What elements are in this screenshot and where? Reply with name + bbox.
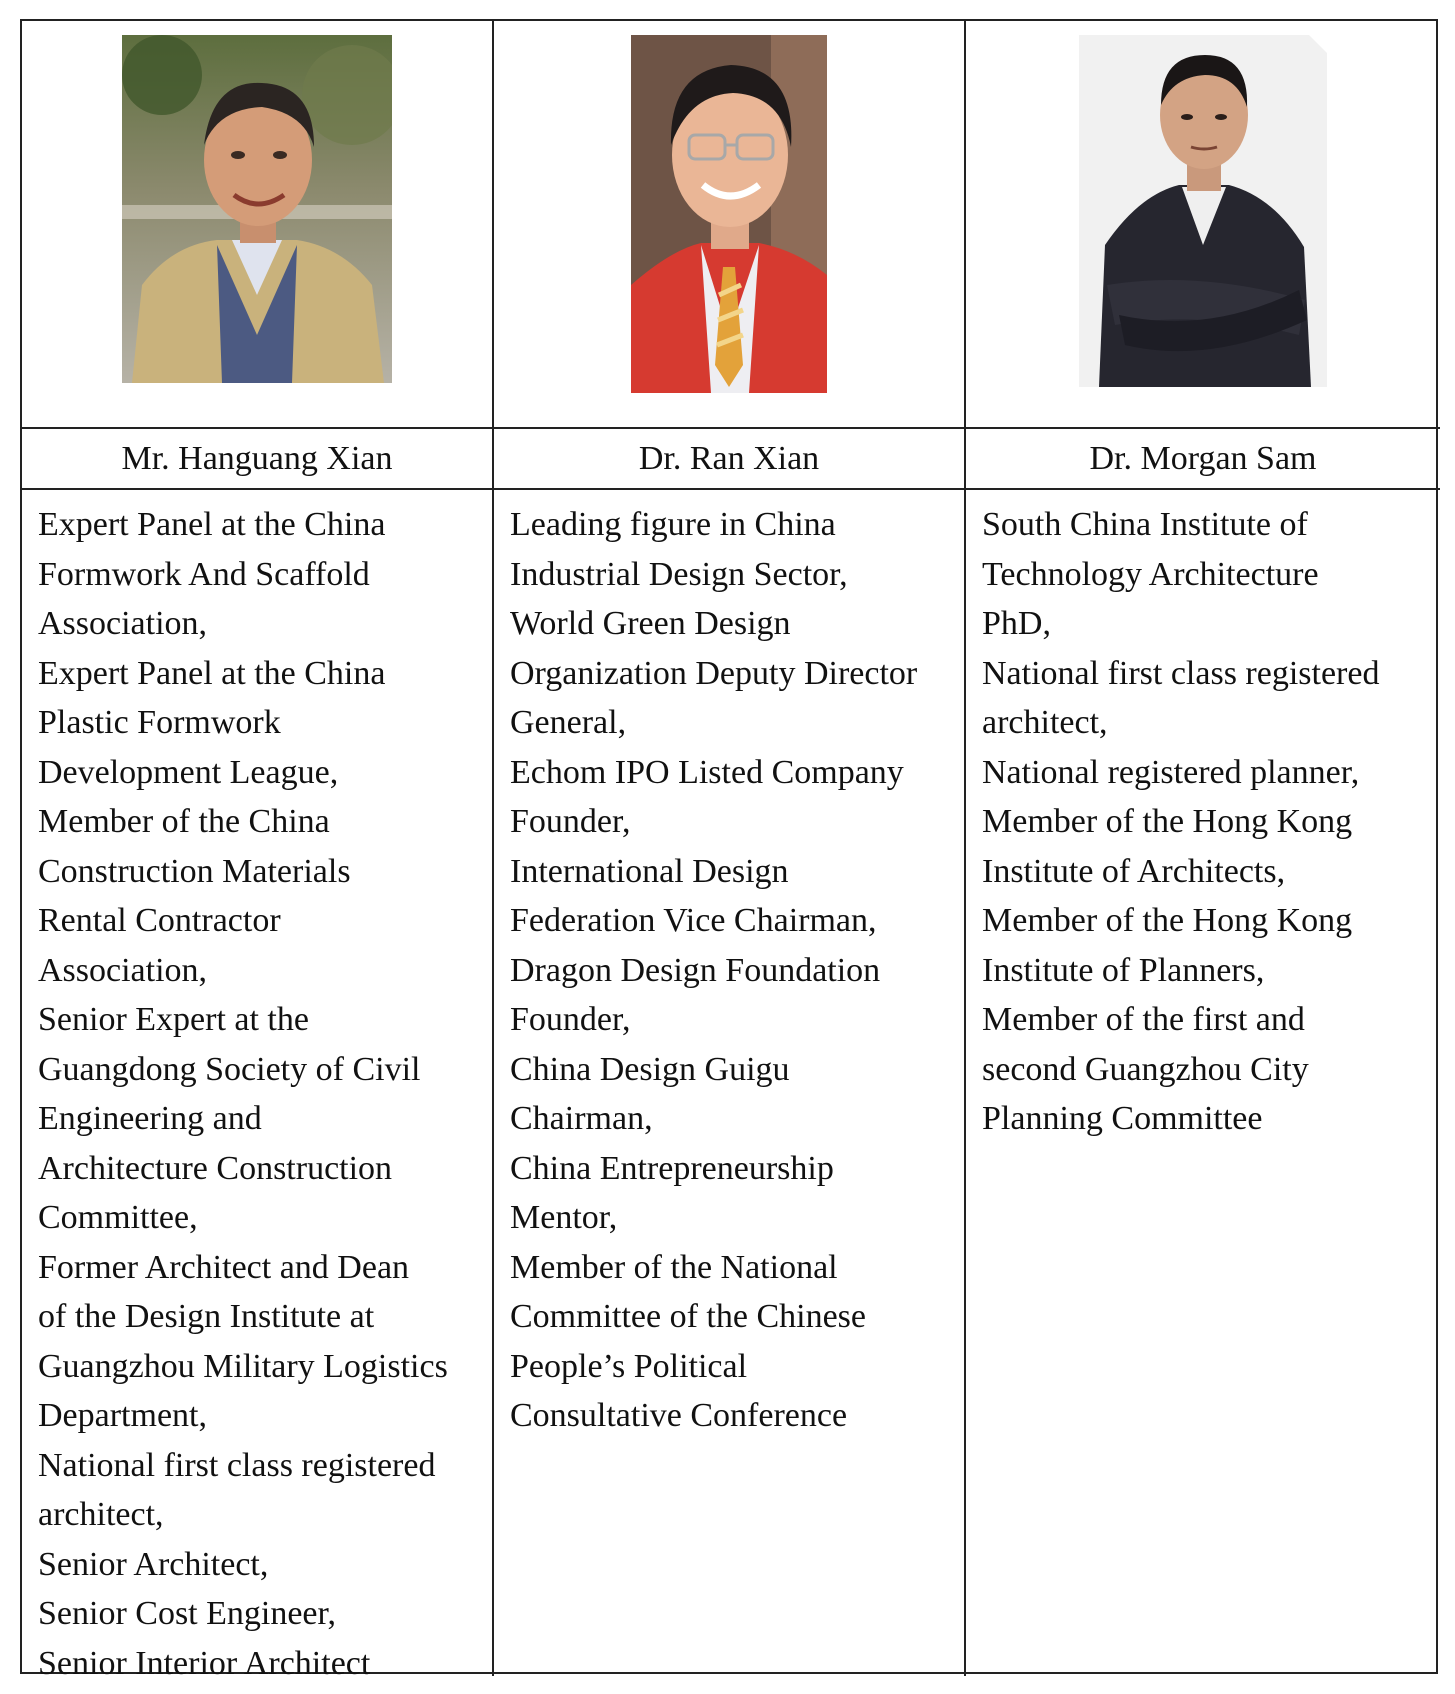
bio-line: Chairman, [510,1100,653,1137]
bio-line: Institute of Planners, [982,951,1265,989]
bio-line: Senior Architect, [38,1545,269,1583]
photo-cell-3 [966,21,1440,429]
bio-line: Senior Expert at the [38,1001,309,1038]
bio-line: architect, [38,1496,164,1533]
name-cell-1 [22,429,494,490]
photo-cell-2 [494,21,966,429]
portrait-man-red-jacket-glasses-icon [631,35,827,393]
bio-line: China Design Guigu [510,1050,790,1088]
profile-table [20,19,1438,1682]
person-name: Dr. Morgan Sam [1089,439,1317,477]
bio-line: Association, [38,605,208,642]
bio-line: People’s Political [510,1347,748,1385]
bio-line: Expert Panel at the China [38,506,386,543]
bio-line: Mentor, [510,1199,618,1236]
bio-line: Department, [38,1397,207,1434]
bio-cell-3 [966,490,1440,1676]
bio-line: National first class registered [38,1446,436,1484]
bio-line: Development League, [38,753,339,791]
bio-line: Construction Materials [38,852,351,890]
bio-line: Planning Committee [982,1100,1263,1137]
bio-line: General, [510,704,627,741]
name-cell-2 [494,429,966,490]
bio-line: second Guangzhou City [982,1050,1309,1088]
portrait-man-dark-suit-arms-crossed-icon [1079,35,1327,387]
bio-cell-1 [22,490,494,1682]
bio-line: Expert Panel at the China [38,654,386,692]
bio-line: Association, [38,951,208,989]
bio-line: Former Architect and Dean [38,1248,410,1286]
bio-line: PhD, [982,605,1051,642]
bio-line: Formwork And Scaffold [38,555,370,593]
bio-line: Committee of the Chinese [510,1298,866,1335]
bio-line: Institute of Architects, [982,852,1286,890]
bio-line: South China Institute of [982,506,1308,543]
bio-line: Senior Cost Engineer, [38,1595,336,1632]
bio-line: Leading figure in China [510,506,836,543]
bio-line: Member of the National [510,1248,838,1286]
photo-cell-1 [22,21,494,429]
person-name: Mr. Hanguang Xian [121,439,393,477]
bio-line: Founder, [510,803,631,840]
bio-line: Member of the China [38,803,330,840]
bio-line: International Design [510,852,789,890]
bio-line: Organization Deputy Director [510,654,918,692]
bio-line: Guangdong Society of Civil [38,1050,421,1088]
bio-line: Senior Interior Architect [38,1644,371,1682]
bio-line: architect, [982,704,1108,741]
bio-line: National registered planner, [982,753,1360,791]
bio-line: Consultative Conference [510,1397,848,1434]
bio-line: Industrial Design Sector, [510,555,848,593]
bio-line: Member of the Hong Kong [982,902,1353,939]
bio-line: Engineering and [38,1100,262,1137]
bio-line: Technology Architecture [982,555,1319,593]
portrait-older-man-beige-vest-icon [122,35,392,383]
bio-line: Member of the first and [982,1001,1305,1038]
bio-line: Founder, [510,1001,631,1038]
bio-line: of the Design Institute at [38,1298,375,1335]
bio-line: Architecture Construction [38,1149,393,1187]
bio-line: Dragon Design Foundation [510,951,881,989]
bio-cell-2 [494,490,966,1676]
bio-line: World Green Design [510,605,791,642]
bio-line: National first class registered [982,654,1380,692]
bio-line: Plastic Formwork [38,704,281,741]
bio-line: Rental Contractor [38,902,281,939]
bio-line: Member of the Hong Kong [982,803,1353,840]
bio-line: Federation Vice Chairman, [510,902,877,939]
name-cell-3 [966,429,1440,490]
bio-line: China Entrepreneurship [510,1149,834,1187]
bio-line: Committee, [38,1199,198,1236]
person-name: Dr. Ran Xian [638,439,820,477]
bio-line: Echom IPO Listed Company [510,753,904,791]
bio-line: Guangzhou Military Logistics [38,1347,448,1385]
